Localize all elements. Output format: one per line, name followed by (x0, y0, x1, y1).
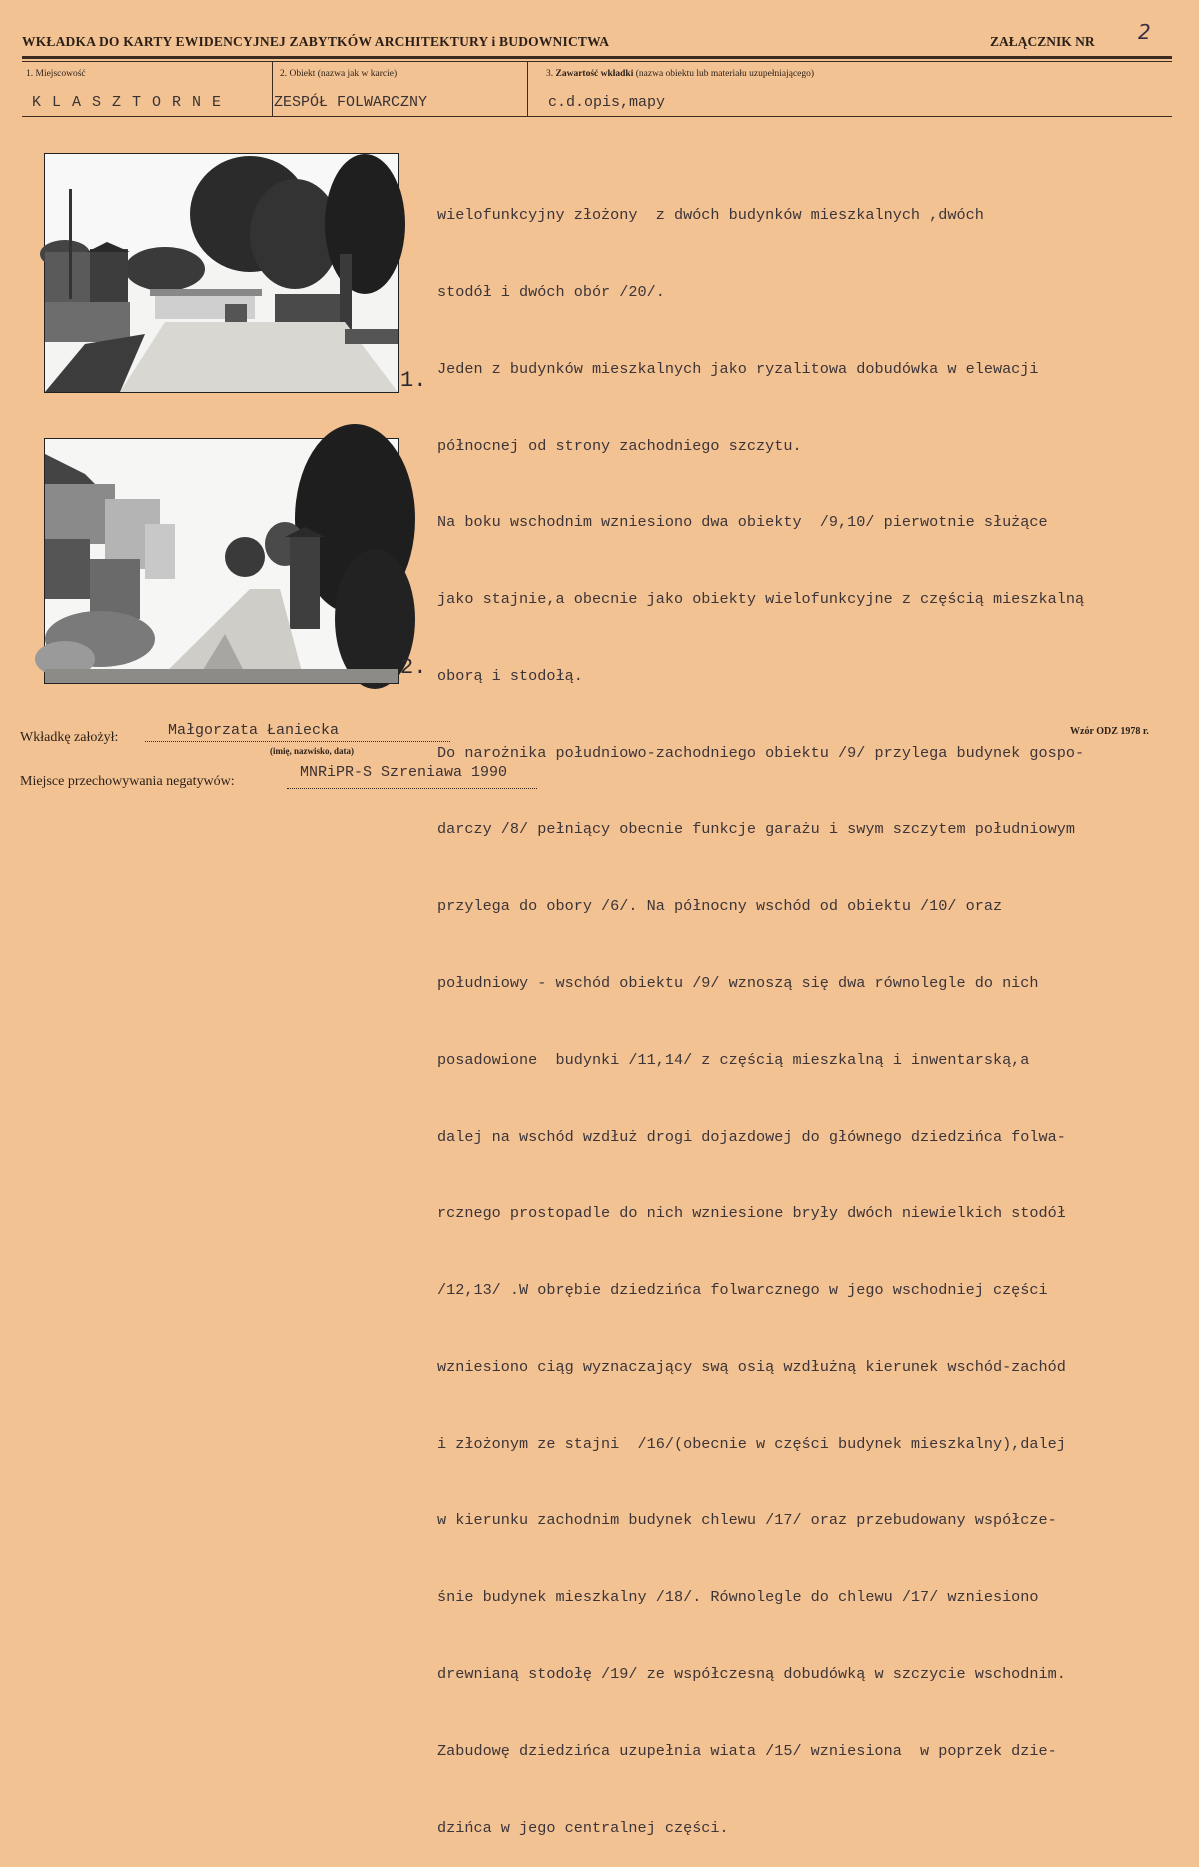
form-model-label: Wzór ODZ 1978 r. (1070, 726, 1149, 737)
text-line: i złożonym ze stajni /16/(obecnie w części budynek mieszkalny),dalej (437, 1434, 1066, 1453)
photo-1-number: 1. (400, 368, 427, 393)
text-line: /12,13/ .W obrębie dziedzińca folwarcznego w jego wschodniej części (437, 1281, 1048, 1300)
storage-label: Miejsce przechowywania negatywów: (20, 774, 235, 789)
text-line: posadowione budynki /11,14/ z częścią mieszkalną i inwentarską,a (437, 1050, 1030, 1069)
text-line: drewnianą stodołę /19/ ze współczesną dobudówką w szczycie wschodnim. (437, 1665, 1066, 1684)
photo-2 (44, 438, 399, 684)
text-line: oborą i stodołą. (437, 666, 583, 685)
author-label: Wkładkę założył: (20, 730, 119, 745)
author-value: Małgorzata Łaniecka (168, 722, 340, 739)
text-line: dzińca w jego centralnej części. (437, 1818, 729, 1837)
photo-2-number: 2. (400, 655, 427, 680)
text-line: rcznego prostopadle do nich wzniesione bryły dwóch niewielkich stodół (437, 1204, 1066, 1223)
text-line: Do narożnika południowo-zachodniego obiektu /9/ przylega budynek gospo- (437, 743, 1085, 762)
column-divider (527, 61, 528, 117)
text-line: północnej od strony zachodniego szczytu. (437, 436, 802, 455)
text-line: dalej na wschód wzdłuż drogi dojazdowej do głównego dziedzińca folwa- (437, 1127, 1066, 1146)
form-title: WKŁADKA DO KARTY EWIDENCYJNEJ ZABYTKÓW ARCHITEKTURY i BUDOWNICTWA (22, 34, 610, 49)
text-line: południowy - wschód obiektu /9/ wznoszą się dwa równolegle do nich (437, 974, 1039, 992)
locality-label: 1. Miejscowość (26, 69, 86, 79)
text-line: stodół i dwóch obór /20/. (437, 282, 665, 301)
attachment-number: 2 (1138, 20, 1151, 44)
locality-value: K L A S Z T O R N E (32, 94, 223, 111)
text-line: wielofunkcyjny złożony z dwóch budynków mieszkalnych ,dwóch (437, 206, 984, 225)
contents-label: 3. Zawartość wkładki (nazwa obiektu lub materiału uzupełniającego) (546, 69, 815, 79)
object-value: ZESPÓŁ FOLWARCZNY (274, 94, 428, 111)
column-divider (272, 61, 273, 117)
fields-bottom-rule (22, 116, 1172, 117)
storage-value: MNRiPR-S Szreniawa 1990 (300, 764, 508, 781)
text-line: przylega do obory /6/. Na północny wschód od obiektu /10/ oraz (437, 897, 1003, 916)
author-note: (imię, nazwisko, data) (270, 746, 354, 756)
text-line: darczy /8/ pełniący obecnie funkcje garażu i swym szczytem południowym (437, 820, 1075, 839)
author-line (145, 740, 450, 742)
description-text (437, 152, 1157, 1867)
header-rule-thin (22, 61, 1172, 62)
text-line: śnie budynek mieszkalny /18/. Równolegle do chlewu /17/ wzniesiono (437, 1588, 1039, 1607)
text-line: wzniesiono ciąg wyznaczający swą osią wzdłużną kierunek wschód-zachód (437, 1357, 1066, 1376)
contents-value: c.d.opis,mapy (548, 94, 666, 111)
text-line: jako stajnie,a obecnie jako obiekty wielofunkcyjne z częścią mieszkalną (437, 590, 1085, 609)
storage-line (287, 787, 537, 789)
text-line: w kierunku zachodnim budynek chlewu /17/ oraz przebudowany współcze- (437, 1511, 1057, 1530)
text-line: Jeden z budynków mieszkalnych jako ryzalitowa dobudówka w elewacji (437, 359, 1039, 378)
text-line: Na boku wschodnim wzniesiono dwa obiekty /9,10/ pierwotnie służące (437, 513, 1048, 532)
object-label: 2. Obiekt (nazwa jak w karcie) (280, 69, 398, 79)
attachment-label: ZAŁĄCZNIK NR (990, 34, 1095, 49)
photo-1 (44, 153, 399, 393)
text-line: Zabudowę dziedzińca uzupełnia wiata /15/ wzniesiona w poprzek dzie- (437, 1741, 1057, 1760)
header-rule (22, 56, 1172, 59)
